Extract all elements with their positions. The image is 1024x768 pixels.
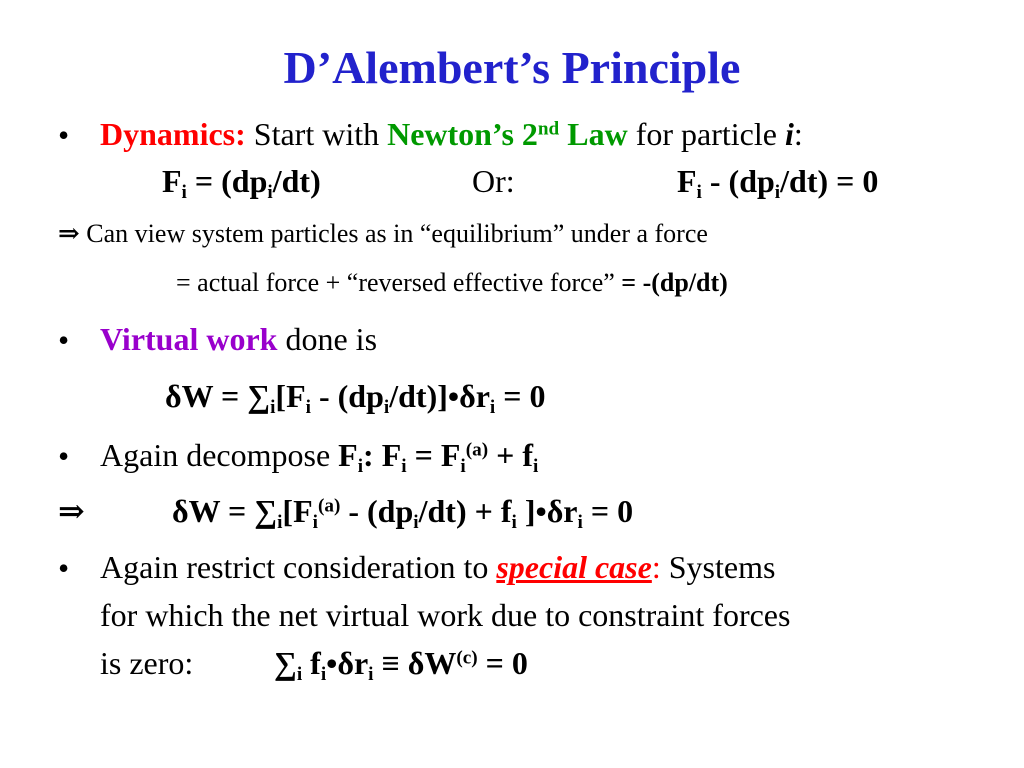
eq-sub: i	[305, 396, 311, 418]
eq-part: - (dp	[701, 163, 775, 199]
eq-sub: i	[357, 455, 364, 477]
decompose-equation	[338, 437, 539, 477]
dynamics-line	[100, 118, 803, 150]
eq-part: F	[162, 163, 182, 199]
eq-part: = 0	[477, 645, 528, 681]
eq-part: = 0	[582, 493, 634, 529]
force-text: = actual force + “reversed effective force”	[176, 268, 622, 297]
newton-label: Newton’s 2	[387, 116, 538, 152]
decompose-line	[100, 437, 539, 477]
bullet-marker: •	[58, 117, 70, 153]
eq-part: : F	[363, 437, 402, 473]
eq-part: = F	[406, 437, 461, 473]
eq-sub: i	[577, 511, 583, 533]
special-case-text-2: Systems	[660, 549, 776, 585]
bullet-marker: •	[58, 438, 70, 474]
eq-sub: i	[312, 511, 318, 533]
eq-sub: i	[532, 455, 539, 477]
constraint-line: for which the net virtual work due to constraint forces	[100, 597, 791, 633]
special-case-text: Again restrict consideration to	[100, 549, 497, 585]
eq-part: F	[677, 163, 697, 199]
zero-line	[100, 647, 193, 679]
virtual-work-keyword: Virtual work	[100, 321, 278, 357]
newton-equation	[162, 163, 321, 203]
dynamics-text-2: for particle	[627, 116, 785, 152]
newton-law-text	[387, 116, 628, 152]
eq-sub: i	[489, 396, 496, 418]
eq-part: [F	[282, 493, 313, 529]
constraint-work-equation	[274, 645, 528, 685]
force-equation: = -(dp/dt)	[621, 268, 728, 297]
implies-icon: ⇒	[58, 493, 85, 529]
dynamics-text-1: Start with	[245, 116, 388, 152]
eq-sub: i	[401, 455, 407, 477]
eq-sub: i	[368, 663, 374, 685]
slide-title: D’Alembert’s Principle	[283, 42, 741, 93]
eq-part: f	[302, 645, 321, 681]
particle-index: i	[784, 116, 794, 152]
dynamics-keyword: Dynamics:	[100, 116, 246, 152]
eq-part: /dt) = 0	[780, 163, 879, 199]
eq-sub: i	[696, 181, 702, 203]
or-label: Or:	[472, 163, 515, 199]
eq-sup: (a)	[317, 495, 341, 517]
eq-part: δW = ∑	[172, 493, 278, 529]
eq-part: ∑	[274, 645, 297, 681]
eq-part: - (dp	[340, 493, 414, 529]
eq-sub: i	[270, 396, 276, 418]
eq-part: ]•δr	[516, 493, 578, 529]
decomposed-work-equation	[172, 493, 634, 533]
special-case-line	[100, 551, 775, 583]
eq-sub: i	[413, 511, 419, 533]
special-case-keyword: special case	[496, 549, 652, 585]
eq-sub: i	[181, 181, 187, 203]
eq-part: •δr	[326, 645, 369, 681]
eq-sub: i	[511, 511, 517, 533]
implies-icon: ⇒	[58, 219, 80, 248]
eq-sup: (a)	[465, 439, 489, 461]
bullet-marker: •	[58, 550, 70, 586]
equilibrium-equation	[677, 163, 879, 203]
eq-part: = (dp	[186, 163, 268, 199]
law-label: Law	[559, 116, 628, 152]
virtual-work-text: done is	[277, 321, 378, 357]
eq-part: /dt) + f	[418, 493, 512, 529]
eq-sup: (c)	[456, 647, 478, 669]
eq-sub: i	[267, 181, 273, 203]
eq-part: [F	[275, 378, 306, 414]
eq-sub: i	[383, 396, 390, 418]
eq-part: /dt)	[272, 163, 321, 199]
force-note	[176, 270, 728, 296]
bullet-marker: •	[58, 322, 70, 358]
equilibrium-text: Can view system particles as in “equilibrium” under a force	[79, 219, 708, 248]
virtual-work-line	[100, 323, 377, 355]
decompose-text: Again decompose	[100, 437, 339, 473]
eq-sub: i	[774, 181, 781, 203]
eq-sub: i	[460, 455, 466, 477]
virtual-work-equation	[165, 378, 546, 418]
eq-sub: i	[296, 663, 303, 685]
eq-part: = 0	[495, 378, 546, 414]
eq-part: + f	[488, 437, 533, 473]
equilibrium-note	[58, 221, 708, 247]
eq-part: - (dp	[310, 378, 384, 414]
zero-text: is zero:	[100, 645, 194, 681]
eq-part: F	[338, 437, 358, 473]
nd-superscript: nd	[537, 118, 560, 140]
eq-sub: i	[277, 511, 283, 533]
special-case-colon: :	[651, 549, 661, 585]
dynamics-colon: :	[793, 116, 803, 152]
eq-part: δW = ∑	[165, 378, 271, 414]
eq-sub: i	[320, 663, 327, 685]
eq-part: /dt)]•δr	[389, 378, 490, 414]
eq-part: ≡ δW	[373, 645, 457, 681]
